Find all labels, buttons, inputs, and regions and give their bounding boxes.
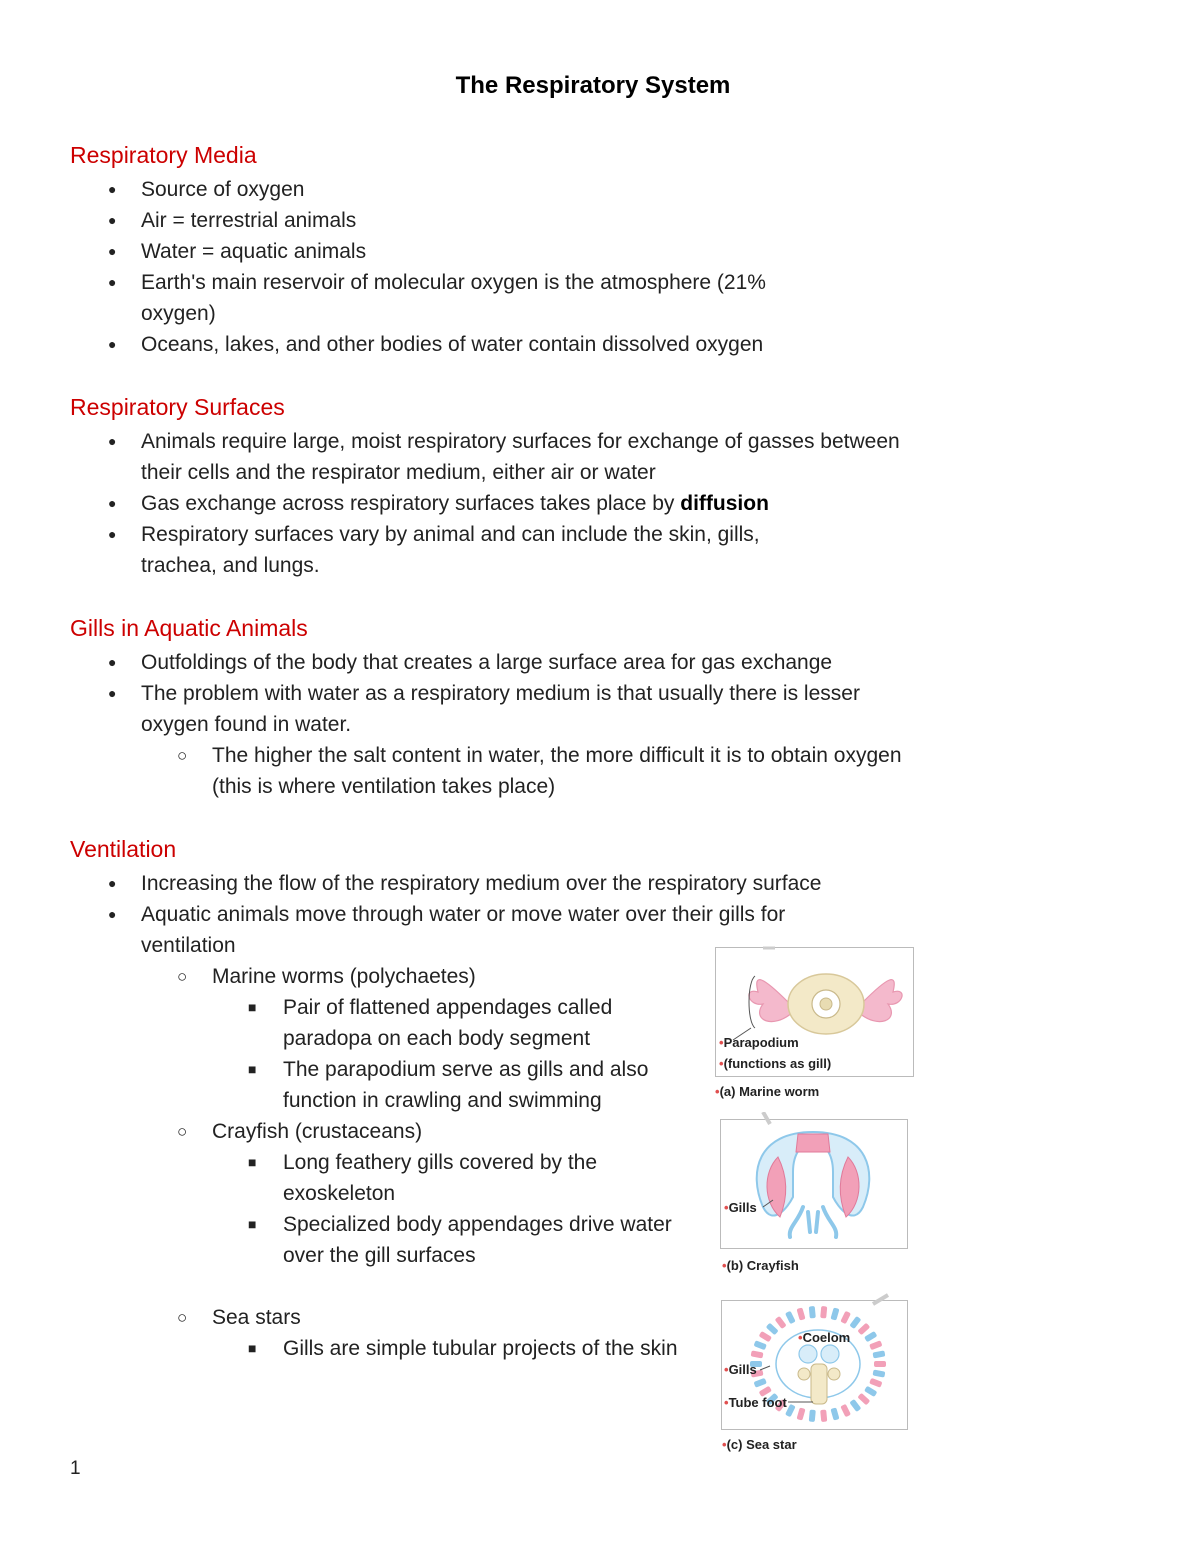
gill-tube xyxy=(785,1311,796,1324)
sub-list-item: ○ The higher the salt content in water, the more difficult it is to obtain oxygen (this is where ventilation takes place) xyxy=(141,740,912,802)
crayfish-illustration xyxy=(718,1112,913,1252)
label-functions-as-gill: •(functions as gill) xyxy=(719,1056,832,1071)
list-item: ● Earth's main reservoir of molecular oxygen is the atmosphere (21% oxygen) xyxy=(70,267,841,329)
label-tube-foot: •Tube foot xyxy=(724,1395,787,1410)
label-text: Gills xyxy=(728,1200,757,1215)
list-item xyxy=(70,678,901,740)
label-text: Parapodium xyxy=(723,1035,799,1050)
gill-tube xyxy=(797,1307,806,1320)
section-respiratory-surfaces xyxy=(70,392,950,581)
list-item-text: Gas exchange across respiratory surfaces takes place by xyxy=(141,492,681,515)
label-text: (functions as gill) xyxy=(723,1056,832,1071)
list-item: ● Animals require large, moist respiratory surfaces for exchange of gasses between their cells and the respirator medium, either air or water xyxy=(70,426,901,488)
section-heading: Respiratory Media xyxy=(70,142,257,168)
figure-marine-worm xyxy=(713,942,928,1112)
gill-tube xyxy=(820,1410,827,1423)
gill-tube xyxy=(754,1340,767,1350)
caption-crayfish: •(b) Crayfish xyxy=(722,1258,799,1273)
gill-tube xyxy=(754,1378,767,1388)
sub-sub-list-item: ■ Gills are simple tubular projects of the skin xyxy=(212,1333,703,1364)
caption-text: (a) Marine worm xyxy=(719,1084,820,1099)
list-item: ● Outfoldings of the body that creates a large surface area for gas exchange xyxy=(70,647,950,678)
sub-sub-list-item: ■ Specialized body appendages drive water over the gill surfaces xyxy=(212,1209,683,1271)
caption-text: (c) Sea star xyxy=(726,1437,797,1452)
label-text: Gills xyxy=(728,1362,757,1377)
bullet-list xyxy=(70,647,950,740)
sub-list-item: ○ Sea stars xyxy=(141,1302,950,1333)
gill-tube xyxy=(751,1350,764,1358)
gill-tube xyxy=(864,1331,877,1342)
list-item: ● Air = terrestrial animals xyxy=(70,205,950,236)
section-respiratory-media xyxy=(70,140,950,360)
sub-list-item: ○ Crayfish (crustaceans) xyxy=(141,1116,950,1147)
gill-tube xyxy=(809,1410,816,1423)
list-item: ● Oceans, lakes, and other bodies of water contain dissolved oxygen xyxy=(70,329,950,360)
bold-term: diffusion xyxy=(680,492,769,515)
bullet-list xyxy=(70,174,950,360)
bullet-list xyxy=(70,426,950,581)
gill-tube xyxy=(864,1386,877,1397)
gill-tube xyxy=(869,1340,882,1350)
gill-tube xyxy=(840,1311,851,1324)
gill-tube xyxy=(869,1378,882,1388)
sub-sub-list-item: ■ Long feathery gills covered by the exoskeleton xyxy=(212,1147,663,1209)
list-item xyxy=(70,488,950,519)
gill-tube xyxy=(775,1316,787,1329)
section-gills-in-aquatic-animals xyxy=(70,613,950,802)
gill-tube xyxy=(857,1323,870,1336)
list-item: ● Water = aquatic animals xyxy=(70,236,950,267)
gill-tube xyxy=(830,1307,839,1320)
document-title: The Respiratory System xyxy=(455,72,731,99)
section-heading: Ventilation xyxy=(70,836,177,862)
section-heading: Gills in Aquatic Animals xyxy=(70,615,308,641)
sub-list xyxy=(141,740,950,802)
caption-marine-worm: •(a) Marine worm xyxy=(715,1084,820,1099)
sub-list-item: ○ Marine worms (polychaetes) xyxy=(141,961,950,992)
gill-tube xyxy=(759,1331,772,1342)
gill-tube xyxy=(830,1407,839,1420)
label-gills: •Gills xyxy=(724,1362,757,1377)
label-coelom: •Coelom xyxy=(798,1330,851,1345)
list-item: ● Increasing the flow of the respiratory medium over the respiratory surface xyxy=(70,868,950,899)
list-item: ● Aquatic animals move through water or move water over their gills for ventilation xyxy=(70,899,881,961)
list-item: ● Respiratory surfaces vary by animal and can include the skin, gills, trachea, and lungs. xyxy=(70,519,841,581)
label-text: Tube foot xyxy=(728,1395,787,1410)
list-item-text: The problem with water as a respiratory medium is that usually there is lesser oxygen found in water. xyxy=(141,682,860,736)
sub-sub-list-item: ■ The parapodium serve as gills and also function in crawling and swimming xyxy=(212,1054,703,1116)
gill-tube xyxy=(797,1407,806,1420)
caption-text: (b) Crayfish xyxy=(726,1258,799,1273)
gill-tube xyxy=(766,1323,779,1336)
gill-tube xyxy=(849,1399,861,1412)
sub-sub-list-item: ■ Pair of flattened appendages called paradopa on each body segment xyxy=(212,992,683,1054)
gill-tube xyxy=(809,1306,816,1319)
gill-tube xyxy=(820,1306,827,1319)
label-gills: •Gills xyxy=(724,1200,757,1215)
label-parapodium: •Parapodium xyxy=(719,1035,799,1050)
gill-tube xyxy=(857,1393,870,1406)
gill-tube xyxy=(872,1350,885,1358)
gill-tube xyxy=(872,1370,885,1378)
figure-crayfish xyxy=(718,1112,913,1277)
gill-tube xyxy=(874,1361,886,1367)
figure-sea-star xyxy=(718,1292,913,1457)
page-number: 1 xyxy=(70,1458,81,1479)
label-text: Coelom xyxy=(802,1330,851,1345)
list-item: ● Source of oxygen xyxy=(70,174,950,205)
caption-sea-star: •(c) Sea star xyxy=(722,1437,797,1452)
gill-tube xyxy=(849,1316,861,1329)
gill-tube xyxy=(840,1404,851,1417)
section-heading: Respiratory Surfaces xyxy=(70,394,285,420)
